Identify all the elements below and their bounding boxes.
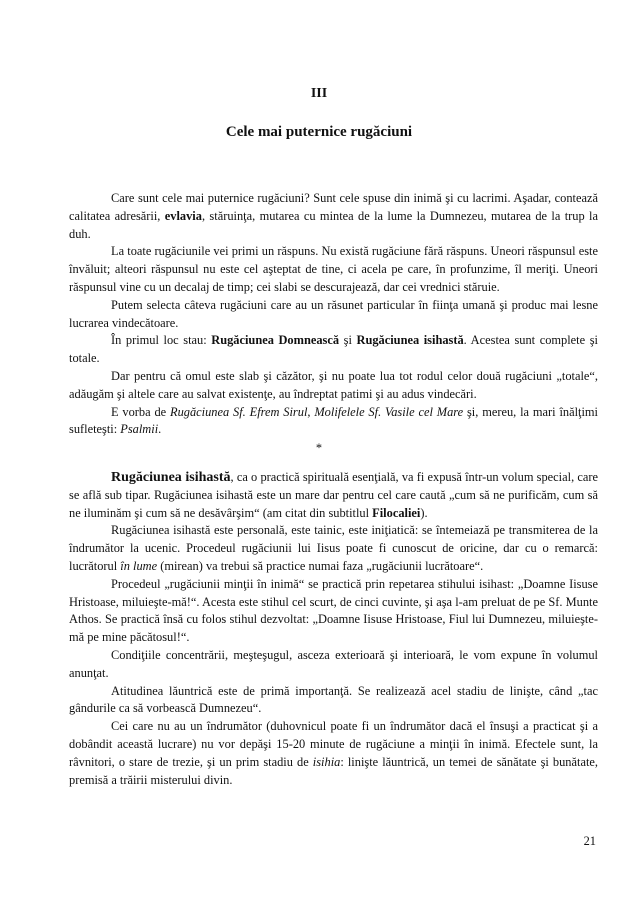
paragraph: În primul loc stau: Rugăciunea Domnească şi Rugăciunea isihastă. Acestea sunt complete şi totale. — [69, 333, 598, 366]
paragraph: Rugăciunea isihastă, ca o practică spirituală esenţială, va fi expusă într-un volum special, care se află sub tipar. Rugăciunea isihastă este un mare dar pentru cel care caută „cum să ne purificăm, cum să ne iluminăm şi cum să ne desăvârşim“ (am citat din subtitlul Filocaliei). — [69, 470, 598, 520]
page-number: 21 — [583, 834, 596, 848]
paragraph: Condiţiile concentrării, meşteşugul, asceza exterioară şi interioară, le vom expune în volumul anunţat. — [69, 647, 598, 680]
paragraph: Cei care nu au un îndrumător (duhovnicul poate fi un îndrumător dacă el însuşi a practicat şi a dobândit această lucrare) nu vor depăşi 15-20 minute de rugăciune a minţii în inimă. Efectele sunt, la râvnitori, o stare de trezie, şi un prim stadiu de isihia: linişte lăuntrică, un temei de sănătate şi bunătate, premisă a trăirii misterului divin. — [69, 719, 598, 787]
paragraph: Procedeul „rugăciunii minţii în inimă“ se practică prin repetarea stihului isihast: „Doamne Iisuse Hristoase, miluieşte-mă!“. Acesta este stihul cel scurt, de cinci cuvinte, şi aşa l-am preluat de pe Sf. Munte Athos. Se practică însă cu folos stihul dezvoltat: „Doamne Iisuse Hristoase, Fiul lui Dumnezeu, miluieşte-mă pe mine păcătosul!“. — [69, 576, 598, 645]
paragraph: La toate rugăciunile vei primi un răspuns. Nu există rugăciune fără răspuns. Uneori răspunsul este învăluit; alteori răspunsul nu este cel aşteptat de tine, ci acela pe care, în profunzime, îl meriţi. Uneori răspunsul vine cu un decalaj de timp; cei slabi se descurajează, dar cei vrednici stăruie. — [69, 244, 598, 294]
paragraph: E vorba de Rugăciunea Sf. Efrem Sirul, Molifelele Sf. Vasile cel Mare şi, mereu, la mari înălţimi sufleteşti: Psalmii. — [69, 404, 598, 437]
section-separator: * — [315, 441, 323, 455]
paragraph: Dar pentru că omul este slab şi căzător, şi nu poate lua tot rodul celor două rugăciuni „totale“, adăugăm şi altele care au salvat existenţe, au îndreptat patimi şi au adus vindecări. — [69, 368, 598, 401]
paragraph: Care sunt cele mai puternice rugăciuni? Sunt cele spuse din inimă şi cu lacrimi. Aşadar, contează calitatea adresării, evlavia, stăruinţa, mutarea cu mintea de la lume la Dumnezeu, mutarea de la trup la duh. — [69, 191, 598, 241]
intro-section — [69, 190, 598, 439]
paragraph: Putem selecta câteva rugăciuni care au un răsunet particular în fiinţa umană şi produc mai lesne lucrarea vindecătoare. — [69, 297, 598, 330]
page-title: Cele mai puternice rugăciuni — [225, 124, 413, 140]
paragraph: Atitudinea lăuntrică este de primă importanţă. Se realizează acel stadiu de linişte, când „tac gândurile ca să vorbească Dumnezeu“. — [69, 683, 598, 716]
chapter-number: III — [310, 86, 328, 101]
hesychast-section — [69, 469, 598, 789]
paragraph: Rugăciunea isihastă este personală, este tainic, este iniţiatică: se întemeiază pe transmiterea de la îndrumător la ucenic. Procedeul rugăciunii lui Iisus poate fi cunoscut de oricine, dar cu o remarcă: lucrătorul în lume (mirean) va trebui să practice numai faza „rugăciunii lucrătoare“. — [69, 523, 598, 573]
